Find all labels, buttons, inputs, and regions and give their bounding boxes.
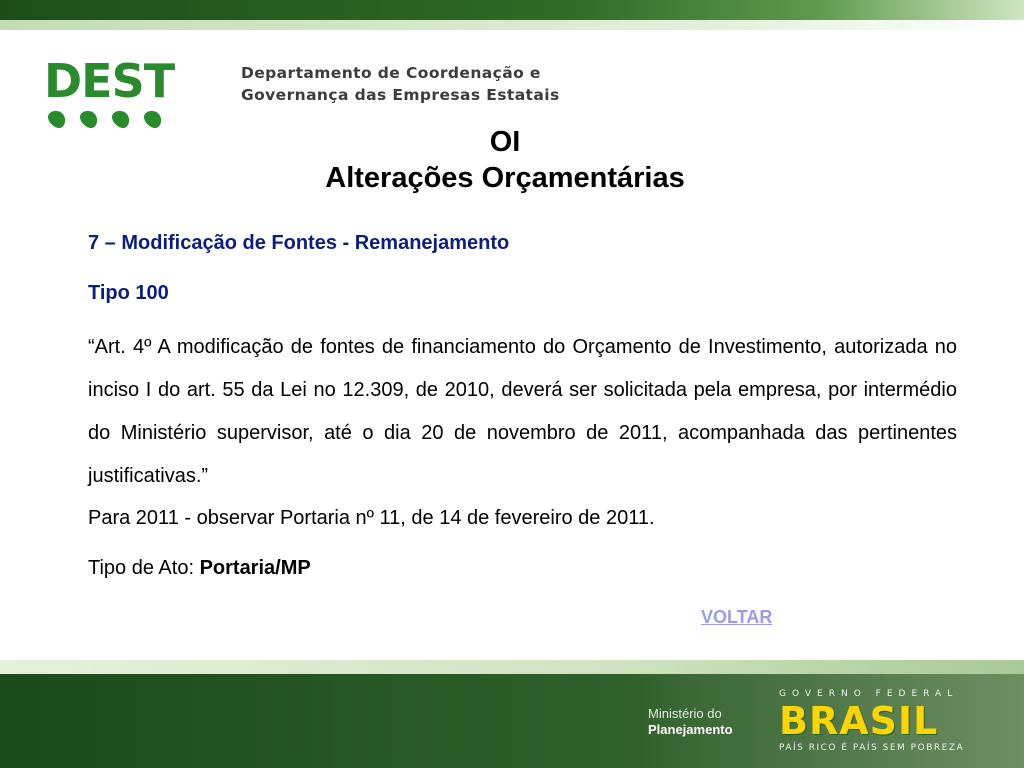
voltar-link[interactable]: VOLTAR bbox=[701, 607, 773, 627]
tipo-ato-label: Tipo de Ato: bbox=[88, 557, 194, 579]
brasil-word: BRASIL bbox=[779, 699, 939, 743]
note-paragraph: Para 2011 - observar Portaria nº 11, de 14 de fevereiro de 2011. bbox=[88, 507, 655, 529]
ministerio-logo bbox=[648, 706, 733, 738]
slide-title bbox=[0, 124, 1010, 196]
governo-federal-logo bbox=[779, 689, 975, 761]
tipo-ato bbox=[88, 557, 311, 580]
top-banner-light bbox=[0, 20, 1024, 30]
dest-logo-text: DEST bbox=[44, 54, 175, 108]
department-line-1: Departamento de Coordenação e bbox=[241, 64, 541, 82]
title-line-1: OI bbox=[489, 126, 521, 158]
department-name bbox=[241, 62, 560, 106]
department-line-2: Governança das Empresas Estatais bbox=[241, 86, 560, 104]
top-banner bbox=[0, 0, 1024, 30]
governo-federal-text: GOVERNO FEDERAL bbox=[779, 689, 959, 699]
title-line-2: Alterações Orçamentárias bbox=[325, 162, 685, 194]
section-subheading: Tipo 100 bbox=[88, 282, 169, 304]
bottom-band bbox=[0, 660, 1024, 674]
article-paragraph: “Art. 4º A modificação de fontes de financiamento do Orçamento de Investimento, autorizada no inciso I do art. 55 da Lei no 12.309, de 2010, deverá ser solicitada pela empresa, por intermédio do Ministério supervisor, até o dia 20 de novembro de 2011, acompanhada das pertinentes justificativas.” bbox=[88, 336, 957, 487]
ministerio-line-2: Planejamento bbox=[648, 722, 733, 737]
ministerio-line-1: Ministério do bbox=[648, 706, 722, 721]
slogan-text: PAÍS RICO É PAÍS SEM POBREZA bbox=[779, 743, 965, 753]
tipo-ato-value: Portaria/MP bbox=[199, 557, 311, 579]
section-heading: 7 – Modificação de Fontes - Remanejamento bbox=[88, 232, 510, 254]
top-banner-dark bbox=[0, 0, 1024, 20]
